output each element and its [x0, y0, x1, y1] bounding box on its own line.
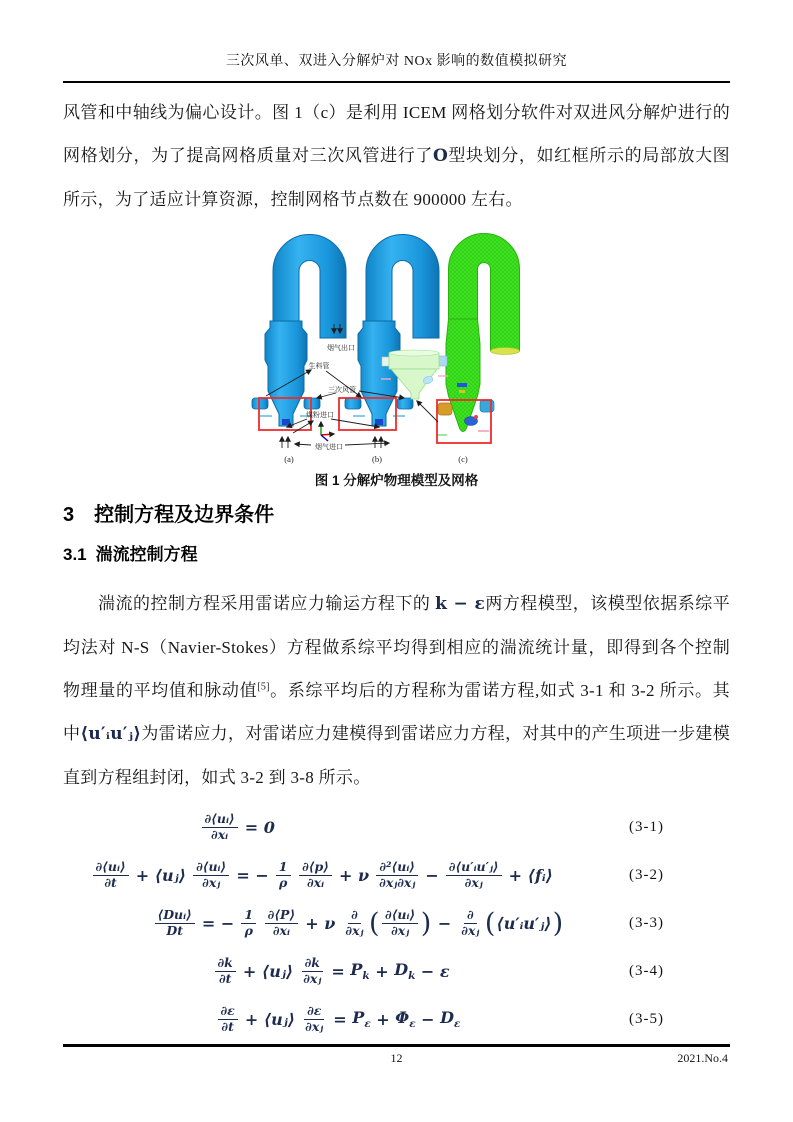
- label-flue-gas-outlet: 烟气出口: [326, 345, 355, 352]
- subsection-heading: [63, 543, 730, 567]
- axis-triad-icon: [321, 422, 334, 441]
- page-number: 12: [390, 1051, 403, 1065]
- para2-text: 两方程模型，该模型依据系综平均法对 N-S（Navier-Stokes）方程做系综平均得到相应的湍流统计量，即得到各个控制物理量的平均值和脉动值: [63, 594, 731, 700]
- equation-row: [63, 947, 730, 995]
- header-rule: [63, 81, 730, 83]
- furnace-mesh-model-c: [437, 234, 520, 436]
- equation-row: [63, 899, 730, 947]
- equation-number: (3-3): [629, 914, 664, 931]
- o-block-symbol: O: [432, 146, 449, 166]
- outlet-cap: [490, 348, 519, 355]
- equations-block: [63, 803, 730, 1043]
- equation-row: [63, 851, 730, 899]
- reynolds-stress-symbol: ⟨u′ᵢu′ⱼ⟩: [80, 724, 142, 744]
- equation-number: (3-5): [629, 1010, 664, 1027]
- page-footer: [63, 1044, 730, 1067]
- paragraph-2: [63, 582, 730, 799]
- label-subfigure-c: (c): [457, 454, 468, 464]
- equation-formula: ∂⟨uᵢ⟩ ∂t + ⟨uⱼ⟩ $\frac{\text{∂⟨uᵢ⟩}}{\text{∂xⱼ}}$ = − $\frac{1}{\rho}$ ∂⟨p⟩ ∂xᵢ + ν ∂²⟨uᵢ⟩ ∂xⱼ∂xⱼ − $\frac{\text{∂⟨u′ᵢu′ⱼ⟩}}{\text{∂xⱼ}}$ + ⟨fᵢ⟩: [91, 860, 553, 890]
- label-coal-inlet: 煤粉进口: [305, 412, 334, 419]
- equation-number: (3-2): [629, 866, 664, 883]
- equation-number: (3-1): [629, 818, 664, 835]
- equation-row: [63, 803, 730, 851]
- figure-1: [241, 221, 553, 466]
- section-heading: [63, 502, 730, 528]
- inlet-detail: [282, 419, 290, 425]
- paragraph-1: [63, 91, 730, 221]
- section-number: 3: [63, 504, 75, 526]
- label-subfigure-a: (a): [283, 454, 294, 464]
- footer-rule: [63, 1044, 730, 1047]
- subsection-number: 3.1: [63, 545, 87, 564]
- equation-formula: ∂ε ∂t + ⟨uⱼ⟩ $\frac{\partial\varepsilon}{\text{∂xⱼ}}$ = $P_\varepsilon$ + $\Phi_\varepsilon$ − $D_\varepsilon$: [216, 1004, 460, 1034]
- para2-text: 湍流的控制方程采用雷诺应力输运方程下的: [98, 594, 436, 613]
- para1-text: 型块划分，如红框所示的局部放大图所示，为了适应计算资源，控制网格节点数在 900000 左右。: [63, 146, 730, 209]
- para2-text: 。系综平均后的方程称为雷诺方程,如式 3-1 和 3-2 所示。其中: [63, 681, 730, 743]
- section-title: 控制方程及边界条件: [94, 504, 275, 526]
- subsection-title: 湍流控制方程: [95, 545, 198, 564]
- inlet-detail: [375, 419, 383, 425]
- citation-marker: [5]: [257, 681, 270, 693]
- figure-caption: 图 1 分解炉物理模型及网格: [314, 473, 479, 488]
- equation-row: [63, 995, 730, 1043]
- para1-text: 风管和中轴线为偏心设计。图 1（c）是利用 ICEM 网格划分软件对双进风分解炉进行的网格划分，为了提高网格质量对三次风管进行了: [63, 103, 730, 165]
- mesh-stub-left: [438, 403, 452, 415]
- page-header-title: 三次风单、双进入分解炉对 NOx 影响的数值模拟研究: [225, 54, 568, 69]
- equation-formula: $\frac{\text{∂⟨uᵢ⟩}}{\text{∂xᵢ}}$ = 0: [200, 812, 275, 842]
- equation-formula: ∂k ∂t + ⟨uⱼ⟩ $\frac{\partial k}{\text{∂xⱼ}}$ = $P_k$ + $D_k$ − ε: [213, 956, 450, 986]
- k-epsilon-symbol: k − ε: [435, 594, 486, 614]
- label-tertiary-air-duct: 三次风管: [327, 387, 356, 394]
- label-raw-meal-pipe: 生料管: [308, 363, 329, 370]
- label-flue-gas-inlet: 烟气进口: [314, 444, 343, 451]
- label-subfigure-b: (b): [371, 454, 382, 464]
- para2-text: 为雷诺应力，对雷诺应力建模得到雷诺应力方程，对其中的产生项进一步建模直到方程组封闭，如式 3-2 到 3-8 所示。: [63, 724, 730, 787]
- journal-issue: 2021.No.4: [677, 1051, 728, 1065]
- equation-formula: ⟨Duᵢ⟩ Dt = − $\frac{1}{\rho}$ ∂⟨P⟩ ∂xᵢ + ν ∂ ∂xⱼ ( ∂⟨uᵢ⟩ ∂xⱼ ) − ∂ ∂xⱼ ( ⟨u′ᵢu′ⱼ⟩ ): [153, 908, 564, 938]
- equation-number: (3-4): [629, 962, 664, 979]
